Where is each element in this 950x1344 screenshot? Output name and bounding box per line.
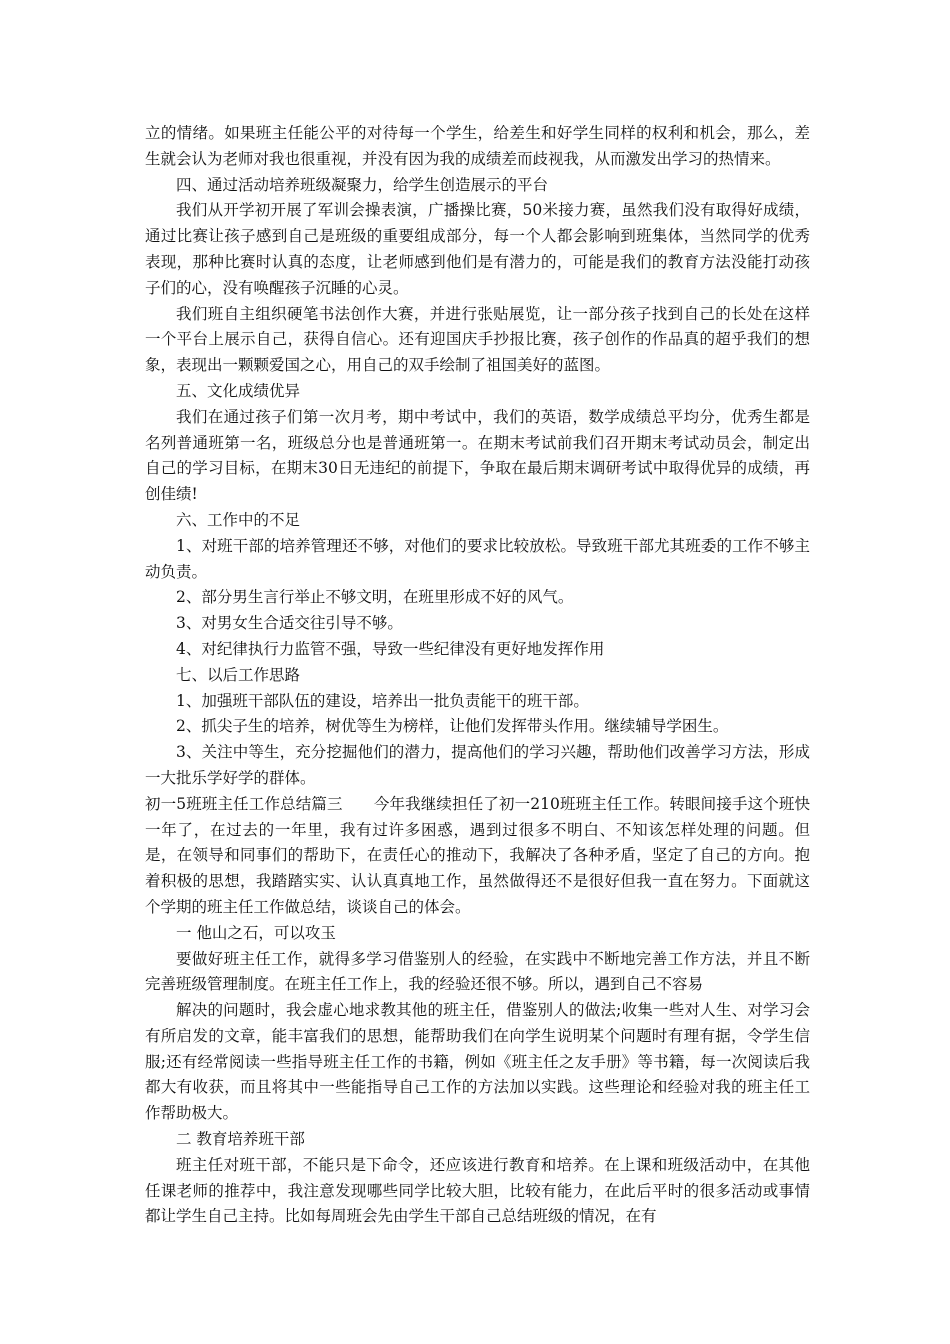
list-item-7-3: 3、关注中等生，充分挖掘他们的潜力，提高他们的学习兴趣，帮助他们改善学习方法，形成一大批乐学好学的群体。: [145, 743, 810, 787]
heading-7: 七、以后工作思路: [176, 665, 301, 684]
heading-6: 六、工作中的不足: [176, 510, 301, 529]
document-body: [145, 121, 810, 1230]
paragraph-5: 要做好班主任工作，就得多学习借鉴别人的经验，在实践中不断地完善工作方法，并且不断完善班级管理制度。在班主任工作上，我的经验还很不够。所以，遇到自己不容易: [145, 949, 810, 994]
paragraph-7: 班主任对班干部，不能只是下命令，还应该进行教育和培养。在上课和班级活动中，在其他任课老师的推荐中，我注意发现哪些同学比较大胆，比较有能力，在此后平时的很多活动或事情都让学生自己主持。比如每周班会先由学生干部自己总结班级的情况，在有: [145, 1155, 810, 1226]
paragraph-2: 我们从开学初开展了军训会操表演，广播操比赛，50米接力赛，虽然我们没有取得好成绩，通过比赛让孩子感到自己是班级的重要组成部分，每一个人都会影响到班集体，当然同学的优秀表现，那种比赛时认真的态度，让老师感到他们是有潜力的，可能是我们的教育方法没能打动孩子们的心，没有唤醒孩子沉睡的心灵。: [145, 201, 810, 297]
paragraph-4: 我们在通过孩子们第一次月考，期中考试中，我们的英语，数学成绩总平均分，优秀生都是名列普通班第一名，班级总分也是普通班第一。在期末考试前我们召开期末考试动员会，制定出自己的学习目标，在期末30日无违纪的前提下，争取在最后期末调研考试中取得优异的成绩，再创佳绩!: [145, 407, 810, 504]
heading-one: 一 他山之石，可以攻玉: [176, 923, 336, 942]
list-item-6-1: 1、对班干部的培养管理还不够，对他们的要求比较放松。导致班干部尤其班委的工作不够主动负责。: [145, 536, 810, 581]
paragraph-6: 解决的问题时，我会虚心地求教其他的班主任，借鉴别人的做法;收集一些对人生、对学习会有所启发的文章，能丰富我们的思想，能帮助我们在向学生说明某个问题时有理有据，令学生信服;还有经常阅读一些指导班主任工作的书籍，例如《班主任之友手册》等书籍，每一次阅读后我都大有收获，而且将其中一些能指导自己工作的方法加以实践。这些理论和经验对我的班主任工作帮助极大。: [145, 1001, 810, 1123]
list-item-6-4: 4、对纪律执行力监管不强，导致一些纪律没有更好地发挥作用: [176, 639, 605, 658]
list-item-7-1: 1、加强班干部队伍的建设，培养出一批负责能干的班干部。: [176, 691, 589, 710]
list-item-7-2: 2、抓尖子生的培养，树优等生为榜样，让他们发挥带头作用。继续辅导学困生。: [176, 717, 729, 736]
heading-two: 二 教育培养班干部: [176, 1130, 305, 1149]
heading-4: 四、通过活动培养班级凝聚力，给学生创造展示的平台: [176, 175, 549, 194]
heading-5: 五、文化成绩优异: [176, 381, 301, 400]
paragraph-1: 立的情绪。如果班主任能公平的对待每一个学生，给差生和好学生同样的权利和机会，那么，差生就会认为老师对我也很重视，并没有因为我的成绩差而歧视我，从而激发出学习的热情来。: [145, 124, 810, 168]
list-item-6-3: 3、对男女生合适交往引导不够。: [176, 614, 403, 633]
list-item-6-2: 2、部分男生言行举止不够文明，在班里形成不好的风气。: [176, 588, 574, 607]
section-three-intro: 初一5班班主任工作总结篇三 今年我继续担任了初一210班班主任工作。转眼间接手这个班快一年了，在过去的一年里，我有过许多困惑，遇到过很多不明白、不知该怎样处理的问题。但是，在领导和同事们的帮助下，在责任心的推动下，我解决了各种矛盾，坚定了自己的方向。抱着积极的思想，我踏踏实实、认认真真地工作，虽然做得还不是很好但我一直在努力。下面就这个学期的班主任工作做总结，谈谈自己的体会。: [145, 794, 810, 916]
paragraph-3: 我们班自主组织硬笔书法创作大赛，并进行张贴展览，让一部分孩子找到自己的长处在这样一个平台上展示自己，获得自信心。还有迎国庆手抄报比赛，孩子创作的作品真的超乎我们的想象，表现出一颗颗爱国之心，用自己的双手绘制了祖国美好的蓝图。: [145, 304, 810, 375]
